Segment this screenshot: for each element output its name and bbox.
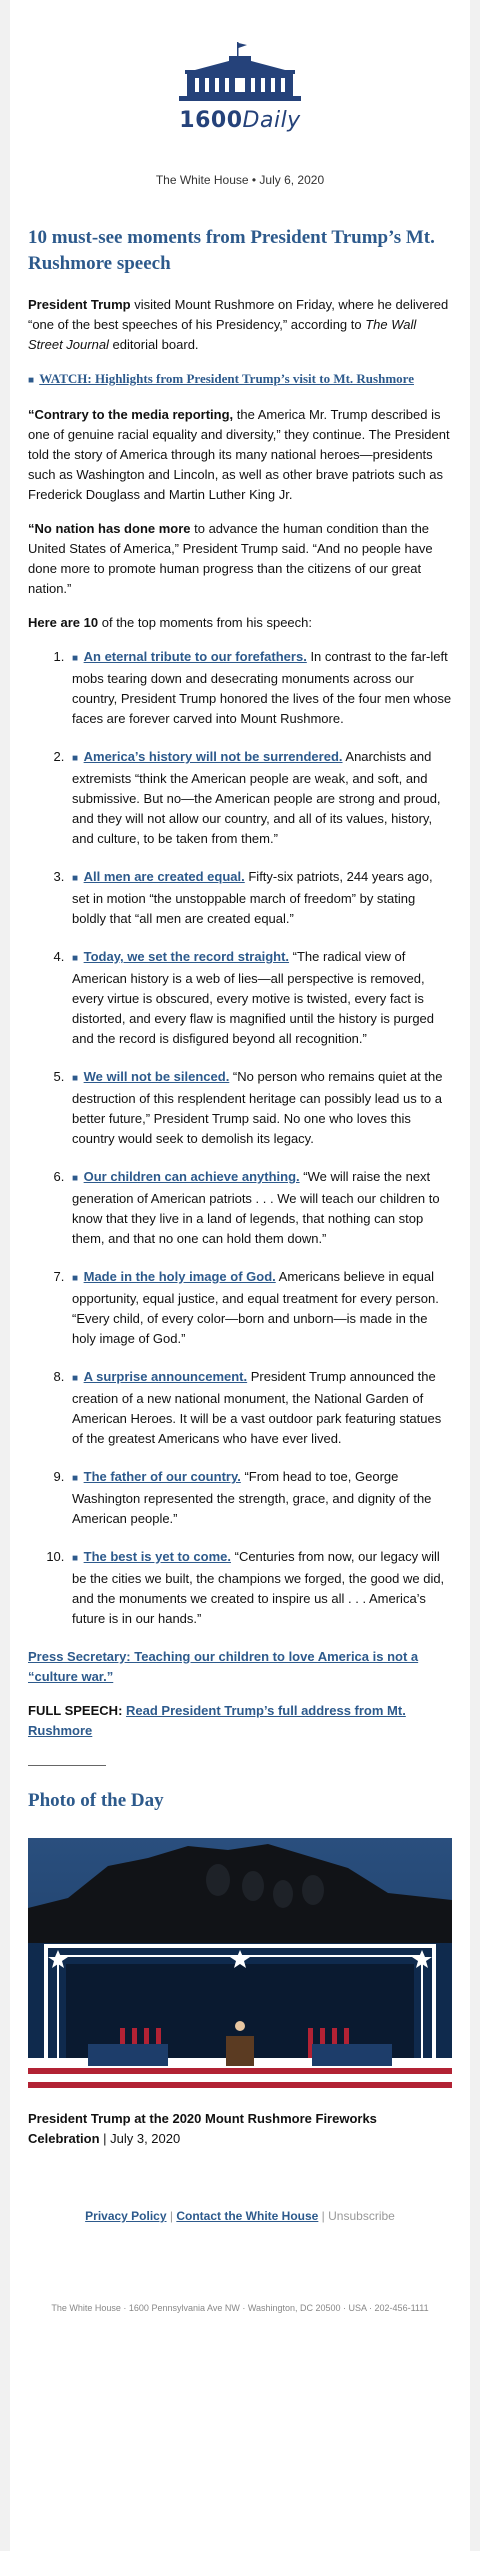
bullet-icon: ■: [72, 1373, 79, 1384]
moment-link[interactable]: We will not be silenced.: [83, 1069, 230, 1084]
list-intro-text: of the top moments from his speech:: [98, 615, 313, 630]
bullet-icon: ■: [72, 873, 79, 884]
section-divider: [28, 1765, 106, 1766]
intro-italic: The Wall Street Journal: [28, 317, 417, 352]
intro-text: visited Mount Rushmore on Friday, where he delivered “one of the best speeches of his Presidency,” according to: [28, 297, 449, 332]
bullet-icon: ■: [72, 1553, 79, 1564]
list-intro-bold: Here are 10: [28, 615, 99, 630]
list-item: [68, 1167, 452, 1249]
contact-link[interactable]: Contact the White House: [176, 2209, 319, 2223]
dateline: The White House • July 6, 2020: [155, 173, 325, 187]
email-header: [10, 0, 470, 187]
headline: 10 must-see moments from President Trump’s Mt. Rushmore speech: [28, 227, 435, 274]
moment-link[interactable]: All men are created equal.: [83, 869, 245, 884]
moment-text: Americans believe in equal opportunity, equal justice, and equal treatment for every person. “Every child, of every color—born and unborn—is made in the holy image of God.”: [72, 1269, 439, 1346]
brand-word: Daily: [242, 108, 301, 133]
moment-text: Fifty-six patriots, 244 years ago, set in motion “the unstoppable march of freedom” by stating boldly that “all men are created equal.”: [72, 869, 433, 926]
list-item: [68, 647, 452, 729]
moment-link[interactable]: America’s history will not be surrendered.: [83, 749, 343, 764]
moment-text: “Centuries from now, our legacy will be the cities we built, the champions we forged, the good we did, and the monuments we created to inspire us all . . . America’s future is in our hands.”: [72, 1549, 445, 1626]
brand-number: 1600: [179, 108, 243, 133]
privacy-policy-link[interactable]: Privacy Policy: [85, 2209, 167, 2223]
photo-of-the-day-image: [28, 1838, 452, 2093]
list-item: [68, 1467, 452, 1529]
moment-text: President Trump announced the creation of a new national monument, the National Garden of American Heroes. It will be a vast outdoor park featuring statues of the greatest Americans who have ever lived.: [72, 1369, 442, 1446]
photo-section-title: Photo of the Day: [28, 1790, 164, 1811]
white-house-logo-icon: [175, 40, 305, 104]
watch-paragraph: [28, 369, 452, 391]
footer-address: The White House · 1600 Pennsylvania Ave NW · Washington, DC 20500 · USA · 202-456-1111: [51, 2303, 429, 2313]
moment-link[interactable]: Our children can achieve anything.: [83, 1169, 300, 1184]
list-item: [68, 1547, 452, 1629]
para2-text: to advance the human condition than the United States of America,” President Trump said. “And no people have done more to promote human progress than the citizens of our great nation.”: [28, 521, 433, 596]
moment-link[interactable]: Today, we set the record straight.: [83, 949, 290, 964]
list-item: [68, 1367, 452, 1449]
newsletter-brand: [10, 108, 470, 133]
moment-link[interactable]: Made in the holy image of God.: [83, 1269, 276, 1284]
press-secretary-link[interactable]: Press Secretary: Teaching our children to love America is not a “culture war.”: [28, 1649, 419, 1684]
intro-paragraph: [28, 295, 452, 355]
full-speech-label: FULL SPEECH: [28, 1703, 119, 1718]
footer-links: [28, 2209, 452, 2223]
bullet-icon: ■: [72, 753, 79, 764]
human-progress-paragraph: [28, 519, 452, 599]
moment-link[interactable]: The father of our country.: [83, 1469, 241, 1484]
watch-highlights-link[interactable]: WATCH: Highlights from President Trump’s visit to Mt. Rushmore: [39, 371, 414, 386]
para1-bold: “Contrary to the media reporting,: [28, 407, 234, 422]
media-reporting-paragraph: [28, 405, 452, 505]
footer-separator: |: [318, 2209, 329, 2223]
bullet-icon: ■: [72, 1473, 79, 1484]
list-intro: [28, 613, 452, 633]
list-item: [68, 747, 452, 849]
moment-link[interactable]: The best is yet to come.: [83, 1549, 231, 1564]
para1-text: the America Mr. Trump described is one of genuine racial equality and diversity,” they continue. The President told the story of America through its many national heroes—presidents such as Washington and Lincoln, as well as other brave patriots such as Frederick Douglass and Martin Luther King Jr.: [28, 407, 450, 502]
moment-text: Anarchists and extremists “think the American people are weak, and soft, and submissive. But no—the American people are strong and proud, and they will not allow our country, and all of its values, history, and culture, to be taken from them.”: [72, 749, 441, 846]
photo-caption: [28, 2109, 452, 2149]
unsubscribe-link[interactable]: Unsubscribe: [328, 2209, 395, 2223]
bullet-icon: ■: [72, 1273, 79, 1284]
intro-text-end: editorial board.: [108, 337, 199, 352]
list-item: [68, 1267, 452, 1349]
video-icon: ■: [28, 375, 35, 386]
press-secretary-paragraph: [28, 1647, 452, 1687]
caption-bold: President Trump at the 2020 Mount Rushmore Fireworks Celebration: [28, 2111, 377, 2146]
bullet-icon: ■: [72, 1073, 79, 1084]
bullet-icon: ■: [72, 953, 79, 964]
moment-text: “No person who remains quiet at the destruction of this resplendent heritage can possibly lead us to a better future,” President Trump said. No one who loves this country would seek to demolish its legacy.: [72, 1069, 443, 1146]
bullet-icon: ■: [72, 1173, 79, 1184]
para2-bold: “No nation has done more: [28, 521, 191, 536]
caption-date: | July 3, 2020: [99, 2131, 181, 2146]
moments-list: [28, 647, 452, 1629]
moment-text: In contrast to the far-left mobs tearing down and desecrating monuments across our country, President Trump honored the lives of the four men whose faces are forever carved into Mount Rushmore.: [72, 649, 452, 726]
email-container: [10, 0, 470, 2551]
moment-link[interactable]: A surprise announcement.: [83, 1369, 248, 1384]
email-body: [10, 225, 470, 2313]
full-speech-paragraph: [28, 1701, 452, 1741]
moment-text: “The radical view of American history is a web of lies—all perspective is removed, every virtue is obscured, every motive is twisted, every fact is distorted, and every flaw is magnified until the history is purged and the record is disfigured beyond all recognition.”: [72, 949, 435, 1046]
moment-text: “From head to toe, George Washington represented the strength, grace, and dignity of the American people.”: [72, 1469, 432, 1526]
list-item: [68, 947, 452, 1049]
bullet-icon: ■: [72, 653, 79, 664]
full-speech-colon: :: [118, 1703, 127, 1718]
list-item: [68, 867, 452, 929]
intro-bold: President Trump: [28, 297, 131, 312]
footer-separator: |: [166, 2209, 177, 2223]
moment-link[interactable]: An eternal tribute to our forefathers.: [83, 649, 307, 664]
list-item: [68, 1067, 452, 1149]
moment-text: “We will raise the next generation of American patriots . . . We will teach our children to know that they live in a land of legends, that nothing can stop them, and that no one can hold them down.”: [72, 1169, 440, 1246]
full-speech-link[interactable]: Read President Trump’s full address from Mt. Rushmore: [28, 1703, 406, 1738]
